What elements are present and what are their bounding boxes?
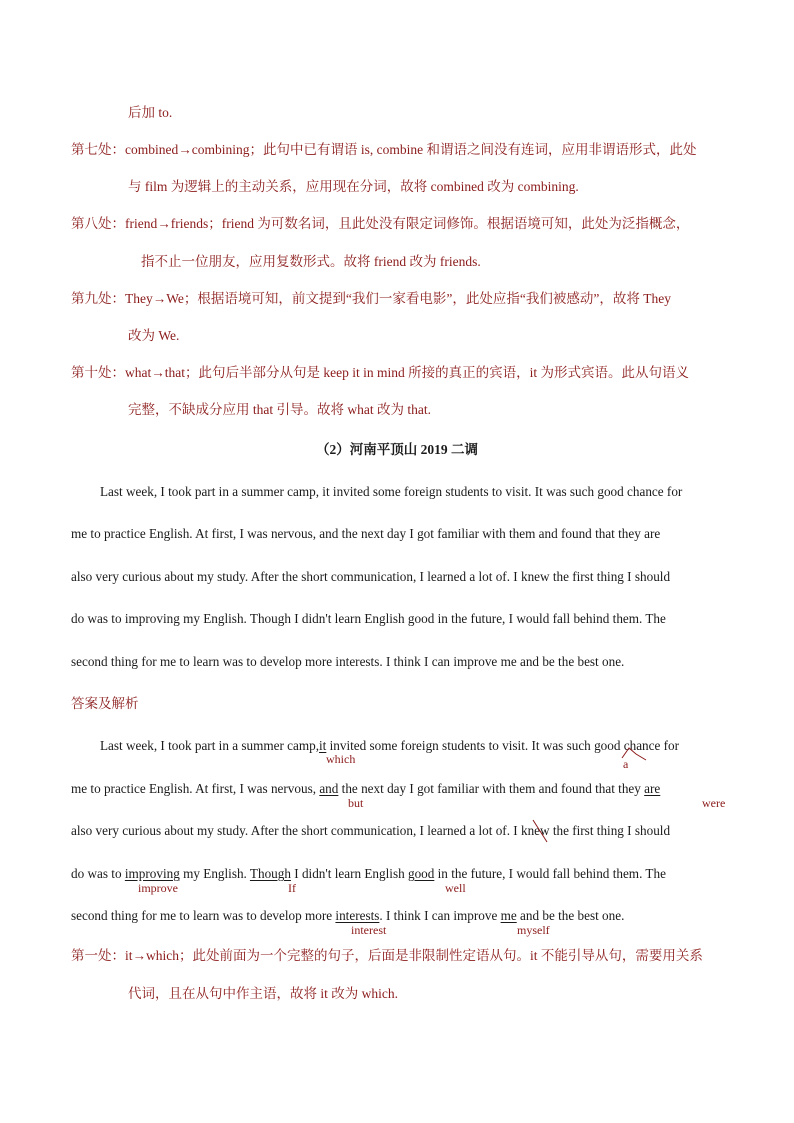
passage-line: do was to improving my English. Though I didn't learn English good in the future, I would fall behind them. The (71, 611, 666, 626)
answer-heading: 答案及解析 (71, 696, 139, 711)
correction-a: a (623, 757, 629, 771)
corrected-line: do was to improving my English. Though I didn't learn English good in the future, I would fall behind them. The (71, 866, 666, 881)
passage-line: me to practice English. At first, I was nervous, and the next day I got familiar with them and found that they are (71, 526, 661, 541)
passage-line: second thing for me to learn was to develop more interests. I think I can improve me and be the best one. (71, 654, 625, 669)
correction-if: If (288, 881, 296, 895)
error-word: are (644, 781, 661, 796)
explanation-item-1: 第一处：it→which；此处前面为一个完整的句子，后面是非限制性定语从句。it 不能引导从句，需要用关系 (71, 948, 703, 963)
corrected-line: also very curious about my study. After the short communication, I learned a lot of. I knew the first thing I should (71, 823, 671, 838)
correction-but: but (348, 796, 364, 810)
explanation-line: 后加 to. (128, 105, 173, 120)
passage-line: Last week, I took part in a summer camp, it invited some foreign students to visit. It was such good chance for (100, 484, 683, 499)
correction-well: well (445, 881, 466, 895)
error-word: me (500, 908, 517, 923)
corrected-line: second thing for me to learn was to develop more interests. I think I can improve me and be the best one. (71, 908, 625, 923)
correction-myself: myself (517, 923, 550, 937)
error-word: interests (335, 908, 380, 923)
error-word: and (319, 781, 339, 796)
explanation-item-9: 第九处：They→We；根据语境可知，前文提到“我们一家看电影”，此处应指“我们被感动”，故将 They (71, 291, 671, 306)
error-word: improving (124, 866, 180, 881)
explanation-item-7: 第七处：combined→combining；此句中已有谓语 is, combine 和谓语之间没有连词，应用非谓语形式，此处 (71, 142, 697, 157)
explanation-line: 与 film 为逻辑上的主动关系，应用现在分词，故将 combined 改为 combining. (128, 179, 579, 194)
error-word: good (407, 866, 435, 881)
correction-interest: interest (351, 923, 387, 937)
explanation-line: 指不止一位朋友，应用复数形式。故将 friend 改为 friends. (141, 254, 481, 269)
explanation-item-10: 第十处：what→that；此句后半部分从句是 keep it in mind 所接的真正的宾语，it 为形式宾语。此从句语义 (71, 365, 689, 380)
corrected-line: me to practice English. At first, I was nervous, and the next day I got familiar with them and found that they are (71, 781, 661, 796)
error-word: Though (249, 866, 291, 881)
correction-improve: improve (138, 881, 178, 895)
explanation-item-8: 第八处：friend→friends；friend 为可数名词，且此处没有限定词修饰。根据语境可知，此处为泛指概念， (71, 216, 690, 231)
corrected-line: Last week, I took part in a summer camp,it invited some foreign students to visit. It was such good chance for (100, 738, 680, 753)
explanation-line: 改为 We. (128, 328, 180, 343)
passage-line: also very curious about my study. After the short communication, I learned a lot of. I knew the first thing I should (71, 569, 671, 584)
correction-which: which (326, 752, 356, 766)
explanation-line: 代词，且在从句中作主语，故将 it 改为 which. (128, 986, 398, 1001)
correction-were: were (702, 796, 726, 810)
section-title: （2）河南平顶山 2019 二调 (316, 442, 478, 457)
explanation-line: 完整，不缺成分应用 that 引导。故将 what 改为 that. (128, 402, 431, 417)
error-word: it (319, 738, 327, 753)
delete-slash-icon (530, 818, 550, 844)
